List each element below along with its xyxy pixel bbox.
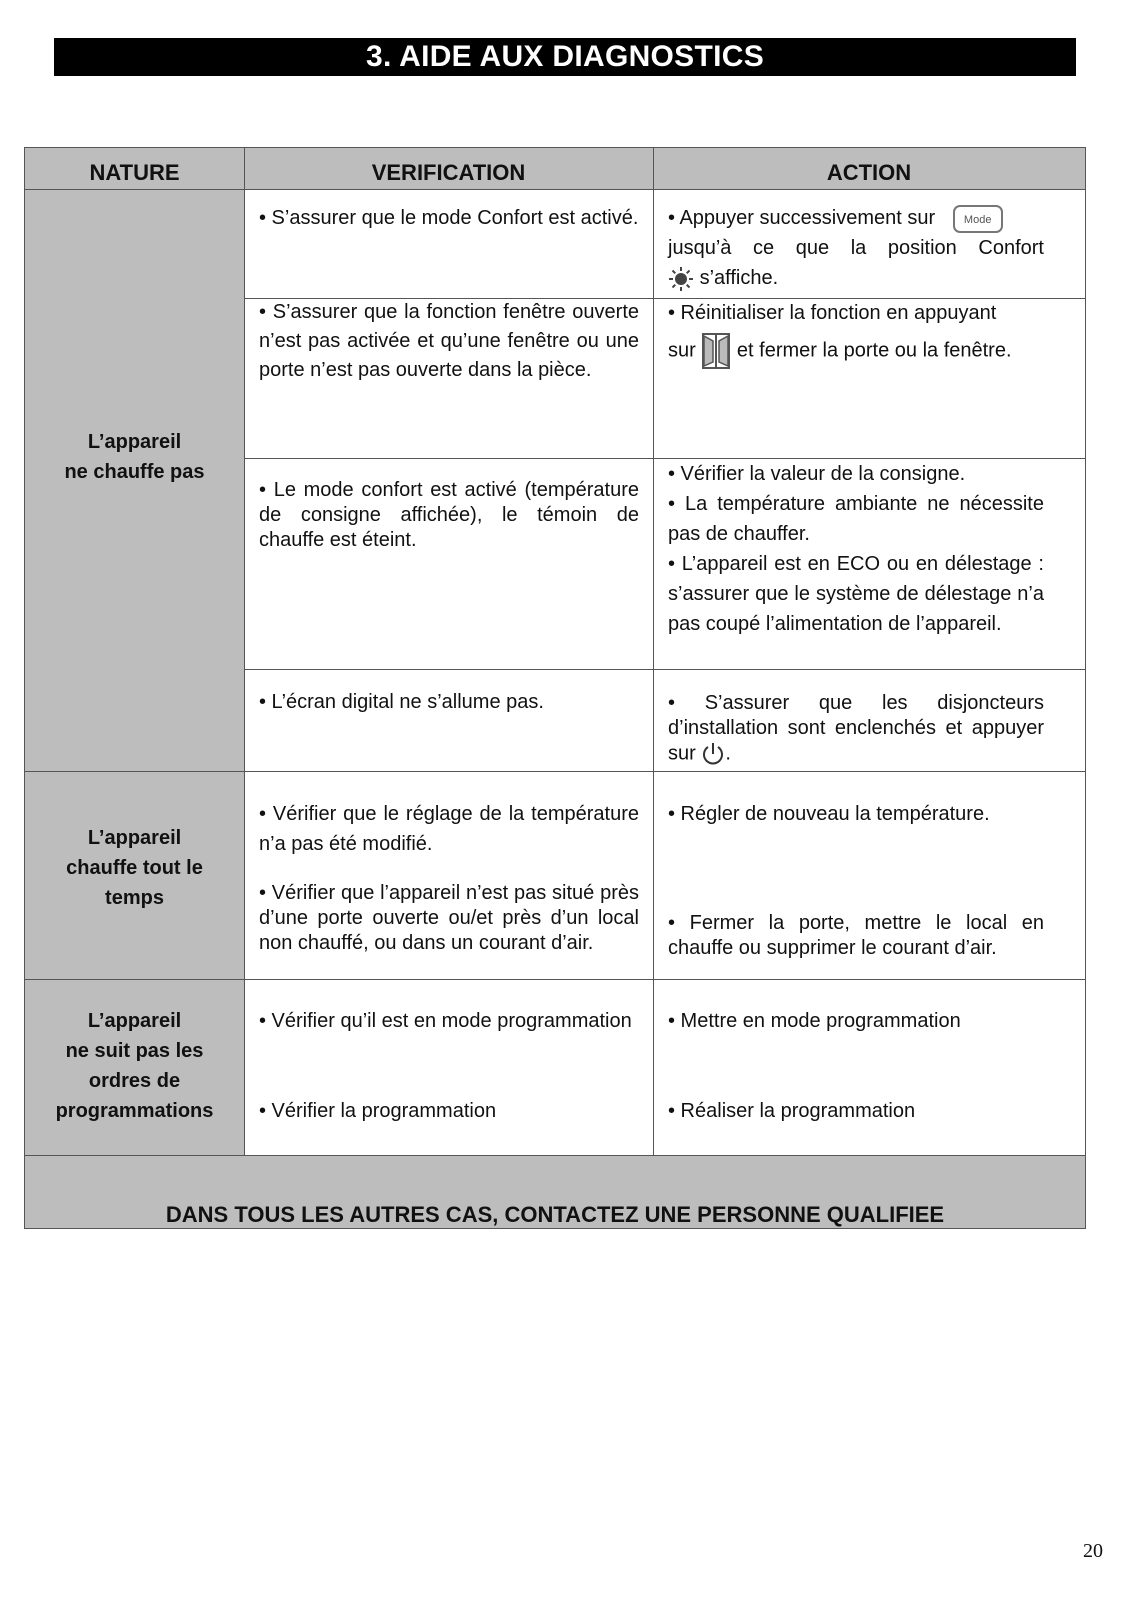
nature-label-no-program: L’appareil ne suit pas les ordres de programmations xyxy=(55,1010,214,1122)
header-nature: NATURE xyxy=(89,160,180,185)
footer-contact-note: DANS TOUS LES AUTRES CAS, CONTACTEZ UNE PERSONNE QUALIFIEE xyxy=(165,1202,945,1227)
header-action: ACTION xyxy=(826,160,912,185)
action-r6a: • Mettre en mode programmation xyxy=(668,1010,961,1032)
action-r3: • Vérifier la valeur de la consigne. • La température ambiante ne nécessite pas de chauffer. • L’appareil est en ECO ou en délestage : s’assurer que le système de délestage n’a pas coupé l’alimentation de l’appareil. xyxy=(668,463,1044,635)
action-r2: • Réinitialiser la fonction en appuyant sur et fermer la porte ou la fenêtre. xyxy=(668,298,1044,370)
sun-comfort-icon xyxy=(668,266,694,292)
verification-r4: • L’écran digital ne s’allume pas. xyxy=(259,691,544,713)
verification-r2: • S’assurer que la fonction fenêtre ouverte n’est pas activée et qu’une fenêtre ou une porte n’est pas ouverte dans la pièce. xyxy=(259,301,639,381)
verification-r5a: • Vérifier que le réglage de la température n’a pas été modifié. xyxy=(259,803,639,855)
page-number: 20 xyxy=(1083,1540,1103,1562)
header-verification: VERIFICATION xyxy=(371,160,526,185)
open-window-icon xyxy=(701,332,731,370)
nature-label-always-heats: L’appareil chauffe tout le temps xyxy=(66,827,203,909)
nature-label-no-heat: L’appareil ne chauffe pas xyxy=(64,431,205,483)
mode-button-icon: Mode xyxy=(953,205,1003,233)
verification-r3: • Le mode confort est activé (température de consigne affichée), le témoin de chauffe est éteint. xyxy=(259,479,639,551)
verification-r1: • S’assurer que le mode Confort est activé. xyxy=(259,207,639,229)
power-icon xyxy=(701,741,725,767)
action-r5a: • Régler de nouveau la température. xyxy=(668,803,990,825)
action-r4: • S’assurer que les disjoncteurs d’installation sont enclenchés et appuyer sur . xyxy=(668,691,1044,767)
page-title: 3. AIDE AUX DIAGNOSTICS xyxy=(54,38,1076,76)
verification-r6b: • Vérifier la programmation xyxy=(259,1100,497,1122)
action-r1: • Appuyer successivement sur Mode jusqu’à ce que la position Confort s’affiche. xyxy=(668,203,1044,293)
verification-r6a: • Vérifier qu’il est en mode programmation xyxy=(259,1010,632,1032)
diagnostics-table xyxy=(24,147,1086,1229)
action-r5b: • Fermer la porte, mettre le local en chauffe ou supprimer le courant d’air. xyxy=(668,912,1044,959)
action-r6b: • Réaliser la programmation xyxy=(668,1100,916,1122)
verification-r5b: • Vérifier que l’appareil n’est pas situé près d’une porte ouverte ou/et près d’un local non chauffé, ou dans un courant d’air. xyxy=(259,882,639,954)
